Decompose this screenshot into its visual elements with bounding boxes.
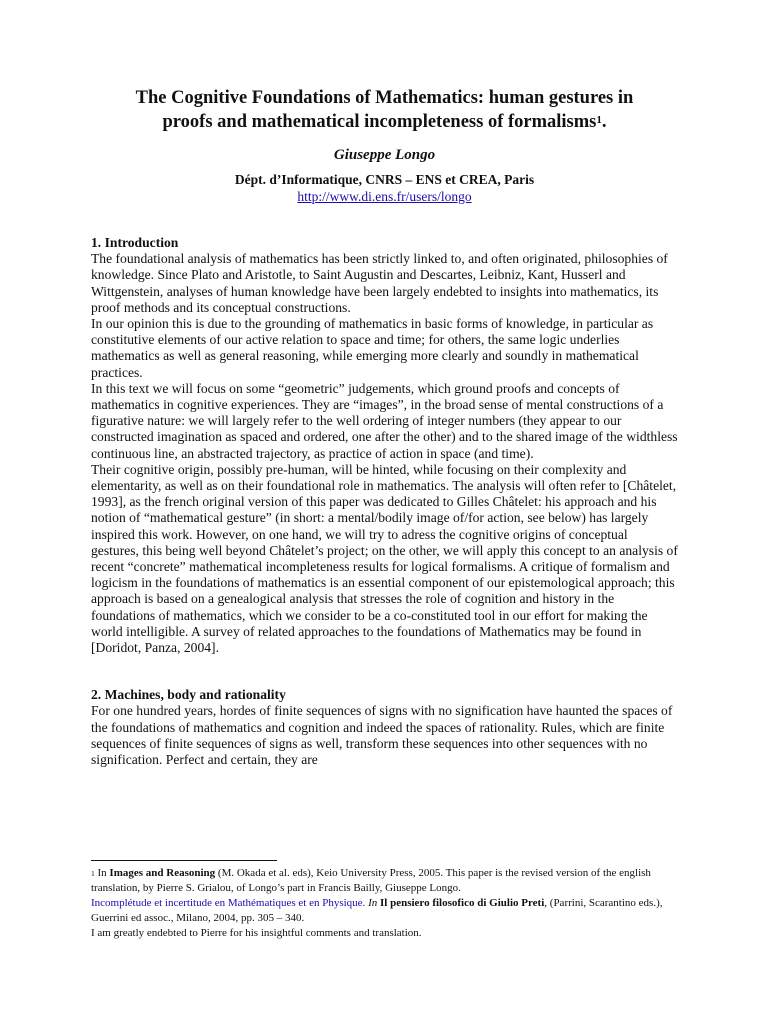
section-introduction [91,235,678,656]
paragraph: Their cognitive origin, possibly pre-human, will be hinted, while focusing on their complexity and elementarity, as well as on their foundational role in mathematics. The analysis will often refer to [Châtelet, 1993], as the french original version of this paper was dedicated to Gilles Châtelet: his approach and his notion of “mathematical gesture” (in short: a mental/bodily image of/for action, see below) has largely inspired this work. However, on one hand, we will try to adress the cognitive origins of conceptual gestures, this being well beyond Châtelet’s project; on the other, we will apply this concept to an analysis of recent “concrete” mathematical incompleteness results for logical formalisms. A critique of formalism and logicism in the foundations of mathematics is an essential component of our epistemological approach; this approach is based on a genealogical analysis that stresses the role of cognition and history in the foundations of mathematics, which we consider to be a co-constituted tool in our effort for making the world intelligible. A survey of related approaches to the foundations of Mathematics may be found in [Doridot, Panza, 2004]. [91,461,678,656]
title-line-2: proofs and mathematical incompleteness of formalisms [162,112,597,132]
author-url [91,188,678,205]
paper-page [91,86,678,768]
footnote-mark: 1 [91,869,95,878]
paragraph: For one hundred years, hordes of finite sequences of signs with no signification have haunted the spaces of the foundations of mathematics and cognition and indeed the spaces of rationality. Rules, which are finite sequences of finite sequences of signs as well, transform these sequences into other sequences with no signification. Perfect and certain, they are [91,703,673,768]
section-heading: 2. Machines, body and rationality [91,687,286,703]
paragraph: The foundational analysis of mathematics has been strictly linked to, and often originated, philosophies of knowledge. Since Plato and Aristotle, to Saint Augustin and Descartes, Leibniz, Kant, Husserl and Wittgenstein, analyses of human knowledge have been largely endebted to insights into mathematics, its proof methods and its conceptual constructions. [91,251,668,315]
section-heading: 1. Introduction [91,235,179,250]
author-url-link[interactable]: http://www.di.ens.fr/users/longo [297,189,472,204]
footnote-book-title: Images and Reasoning [109,867,216,879]
footnote-divider [91,860,277,861]
footnote-book-title-2: Il pensiero filosofico di Giulio Preti [379,897,545,909]
paper-title: The Cognitive Foundations of Mathematics: human gestures in proofs and mathematical incompleteness of formalisms$^1$. [135,88,634,132]
author-name: Giuseppe Longo [333,147,436,163]
footnote-link[interactable]: Incomplétude et incertitude en Mathématiques et en Physique. [91,897,366,909]
footnote-acknowledgement: I am greatly endebted to Pierre for his insightful comments and translation. [91,927,422,939]
title-line-1: The Cognitive Foundations of Mathematics: human gestures in [135,88,634,108]
paragraph: In our opinion this is due to the grounding of mathematics in basic forms of knowledge, in particular as constitutive elements of our active relation to space and time; for others, the same logic underlies mathematics as well as general reasoning, while emerging more clearly and soundly in mathematical practices. [91,316,654,380]
footnote: $^1$ In Images and Reasoning (M. Okada et al. eds), Keio University Press, 2005. This paper is the revised version of the english translation, by Pierre S. Grialou, of Longo’s part in Francis Bailly, Giuseppe Longo. Incomplétude et incertitude en Mathématiques et en Physique. In Il pensiero filosofico di Giulio Preti, (Parrini, Scarantino eds.), Guerrini ed assoc., Milano, 2004, pp. 305 – 340. I am greatly endebted to Pierre for his insightful comments and translation. [91,867,663,939]
paragraph: In this text we will focus on some “geometric” judgements, which ground proofs and concepts of mathematics in cognitive experiences. They are “images”, in the broad sense of mental constructions of a figurative nature: we will largely refer to the well ordering of integer numbers (they appear to our constructed imagination as spaced and ordered, one after the other) and to the shared image of the widthless continuous line, an abstracted trajectory, as practice of action in space (and time). [91,380,678,461]
affiliation: Dépt. d’Informatique, CNRS – ENS et CREA, Paris [234,172,535,187]
title-footnote-mark[interactable]: 1 [596,114,602,126]
section-machines [91,687,678,768]
